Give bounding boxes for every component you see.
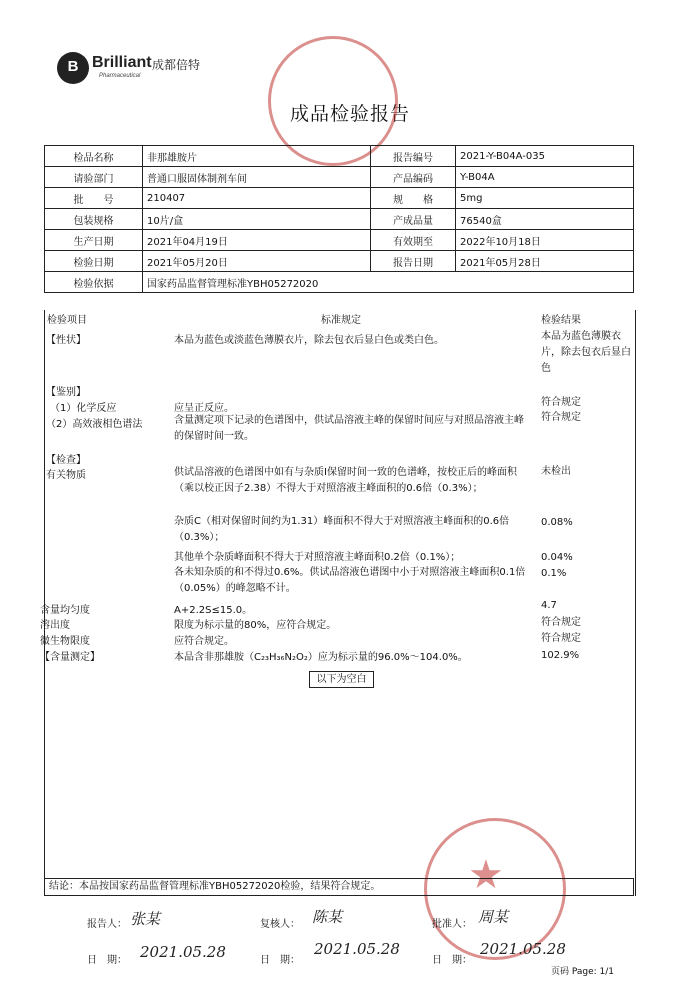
item-subtitle: （2）高效液相色谱法 [46, 419, 143, 430]
item-result: 符合规定 [541, 412, 581, 423]
item-result: 4.7 [541, 600, 557, 611]
approver-signature: 周某 [478, 908, 509, 926]
date-label: 日 期： [87, 955, 127, 966]
info-label: 检验日期 [45, 251, 143, 272]
info-label: 有效期至 [371, 230, 456, 251]
info-label: 报告编号 [371, 146, 456, 167]
info-value: 5mg [456, 188, 634, 209]
item-standard: 应符合规定。 [174, 636, 234, 647]
brand-name-cn: 成都倍特 [152, 58, 201, 72]
date-label: 日 期： [260, 955, 300, 966]
info-value: 2021年05月28日 [456, 251, 634, 272]
info-value: 2022年10月18日 [456, 230, 634, 251]
info-label: 生产日期 [45, 230, 143, 251]
info-value: 10片/盒 [143, 209, 371, 230]
blank-note: 以下为空白 [309, 671, 374, 688]
info-value: 非那雄胺片 [143, 146, 371, 167]
item-title: 【鉴别】 [46, 387, 86, 398]
reviewer-date: 2021.05.28 [314, 940, 400, 958]
info-label: 产品编码 [371, 167, 456, 188]
reporter-date: 2021.05.28 [140, 943, 226, 961]
brand-subtitle: Pharmaceutical [99, 73, 141, 79]
item-standard: 各未知杂质的和不得过0.6%。供试品溶液色谱图中小于对照溶液主峰面积0.1倍（0.05%）的峰忽略不计。 [174, 567, 526, 594]
info-row [45, 230, 634, 251]
item-title: 【性状】 [46, 335, 86, 346]
item-standard: 含量测定项下记录的色谱图中，供试品溶液主峰的保留时间应与对照品溶液主峰的保留时间一致。 [174, 415, 524, 442]
item-standard: 供试品溶液的色谱图中如有与杂质I保留时间一致的色谱峰，按校正后的峰面积（乘以校正因子2.38）不得大于对照溶液主峰面积的0.6倍（0.3%）； [174, 467, 517, 494]
item-result: 符合规定 [541, 617, 581, 628]
info-value: 2021年05月20日 [143, 251, 371, 272]
info-row [45, 146, 634, 167]
item-subtitle: 有关物质 [46, 470, 86, 481]
info-label: 包装规格 [45, 209, 143, 230]
page-number: 页码 Page: 1/1 [550, 967, 614, 977]
item-standard: 限度为标示量的80%，应符合规定。 [174, 620, 337, 631]
info-label: 产成品量 [371, 209, 456, 230]
item-title: 【检查】 [46, 455, 86, 466]
approver-date: 2021.05.28 [480, 940, 566, 958]
col-header-result: 检验结果 [541, 315, 581, 326]
info-value: 普通口服固体制剂车间 [143, 167, 371, 188]
item-standard: A+2.2S≤15.0。 [174, 605, 253, 616]
info-value: 76540盒 [456, 209, 634, 230]
item-standard: 本品为蓝色或淡蓝色薄膜衣片，除去包衣后显白色或类白色。 [174, 335, 444, 346]
item-title: 含量均匀度 [40, 605, 90, 616]
reviewer-label: 复核人： [260, 919, 300, 930]
info-value: Y-B04A [456, 167, 634, 188]
info-row [45, 251, 634, 272]
reporter-label: 报告人： [87, 919, 127, 930]
info-row [45, 188, 634, 209]
document-title: 成品检验报告 [289, 103, 410, 125]
item-subtitle: （1）化学反应 [50, 403, 117, 414]
item-result: 本品为蓝色薄膜衣片，除去包衣后显白色 [541, 331, 631, 374]
info-table [44, 145, 634, 293]
company-logo-icon: B [57, 52, 89, 84]
item-result: 102.9% [541, 650, 580, 661]
info-row [45, 167, 634, 188]
info-label: 批 号 [45, 188, 143, 209]
item-standard: 本品含非那雄胺（C₂₃H₃₆N₂O₂）应为标示量的96.0%～104.0%。 [174, 652, 468, 663]
star-icon: ★ [468, 852, 504, 898]
brand-name: Brilliant [92, 54, 152, 71]
item-result: 0.1% [541, 568, 567, 579]
info-row [45, 209, 634, 230]
item-standard: 应呈正反应。 [174, 403, 234, 414]
info-value: 2021-Y-B04A-035 [456, 146, 634, 167]
item-standard: 杂质C（相对保留时间约为1.31）峰面积不得大于对照溶液主峰面积的0.6倍（0.3%）； [174, 516, 510, 543]
conclusion: 结论：本品按国家药品监督管理标准YBH05272020检验，结果符合规定。 [44, 878, 634, 896]
item-standard: 其他单个杂质峰面积不得大于对照溶液主峰面积0.2倍（0.1%）； [174, 552, 461, 563]
info-label: 检品名称 [45, 146, 143, 167]
item-title: 微生物限度 [40, 636, 90, 647]
col-header-standard: 标准规定 [321, 315, 361, 326]
reviewer-signature: 陈某 [312, 908, 343, 926]
info-label: 规 格 [371, 188, 456, 209]
info-value: 210407 [143, 188, 371, 209]
item-result: 0.04% [541, 552, 573, 563]
item-result: 符合规定 [541, 633, 581, 644]
item-result: 0.08% [541, 517, 573, 528]
approver-label: 批准人： [432, 919, 472, 930]
basis-row [45, 272, 634, 293]
item-title: 溶出度 [40, 620, 70, 631]
date-label: 日 期： [432, 955, 472, 966]
info-label: 报告日期 [371, 251, 456, 272]
col-header-item: 检验项目 [47, 315, 87, 326]
info-value: 2021年04月19日 [143, 230, 371, 251]
info-label: 请验部门 [45, 167, 143, 188]
item-title: 【含量测定】 [40, 652, 100, 663]
basis-label: 检验依据 [45, 272, 143, 293]
item-result: 符合规定 [541, 397, 581, 408]
reporter-signature: 张某 [130, 910, 161, 928]
basis-value: 国家药品监督管理标准YBH05272020 [143, 272, 634, 293]
item-result: 未检出 [541, 466, 571, 477]
